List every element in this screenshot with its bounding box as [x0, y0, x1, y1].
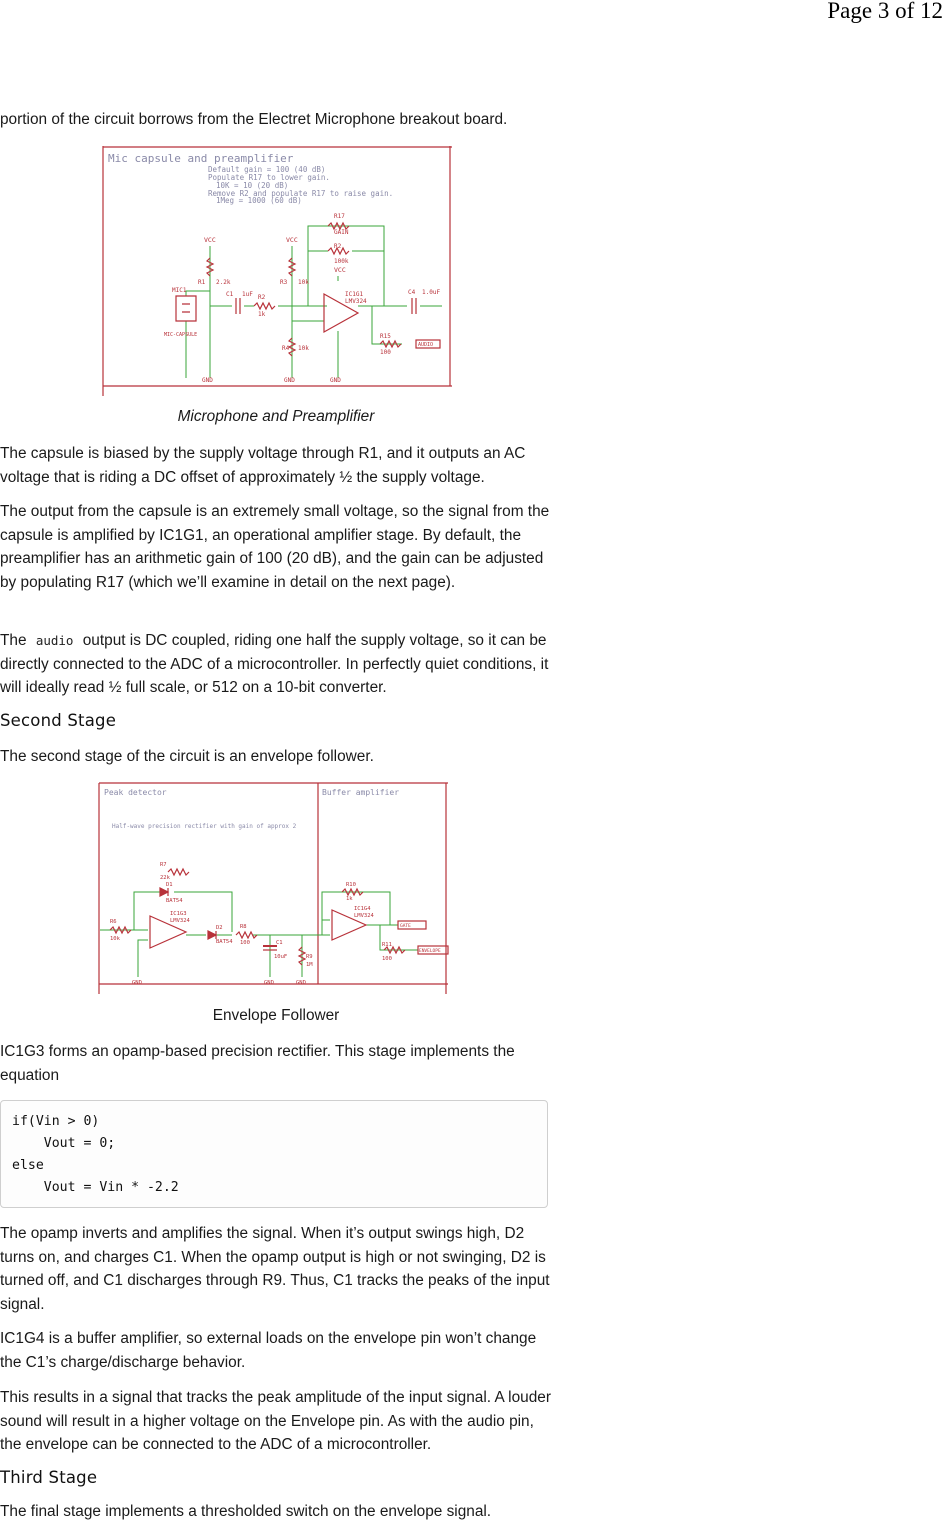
schematic-label: IC1G1: [345, 291, 364, 298]
schematic-label: 10uF: [274, 954, 288, 960]
gain-note-3: 10K = 10 (20 dB): [216, 181, 289, 190]
schematic-label: R2: [334, 243, 342, 250]
schematic-label: 100: [240, 940, 250, 946]
schematic-label: VCC: [204, 236, 216, 244]
schematic-label: 1uF: [242, 291, 253, 298]
schematic-label: BAT54: [216, 939, 233, 945]
schematic-label: R4: [282, 345, 290, 352]
schematic-label: R2: [258, 294, 266, 301]
schematic-label: GND: [202, 377, 213, 384]
schematic-label: VCC: [334, 266, 346, 274]
schematic-label: R10: [346, 882, 356, 888]
d1-diode: [160, 888, 168, 896]
schematic-label: R6: [110, 919, 117, 925]
paragraph-opamp-behavior: The opamp inverts and amplifies the signal. When it’s output swings high, D2 turns on, and charges C1. When the opamp output is high or not swinging, D2 is turned off, and C1 discharges through R9. Thus, C1 tracks the peaks of the input signal.: [0, 1225, 550, 1313]
schematic-label: 22k: [160, 875, 170, 881]
gain-note-5: 1Meg = 1000 (60 dB): [216, 196, 302, 205]
paragraph-buffer: IC1G4 is a buffer amplifier, so external loads on the envelope pin won’t change the C1’s charge/discharge behavior.: [0, 1330, 537, 1371]
code-block-content: if(Vin > 0) Vout = 0; else Vout = Vin * -2.2: [12, 1114, 179, 1195]
schematic-label: IC1G3: [170, 911, 187, 917]
schematic-title: Mic capsule and preamplifier: [108, 152, 294, 165]
preamp-schematic: [102, 146, 454, 398]
schematic-label: LMV324: [170, 918, 190, 924]
heading-second-stage: Second Stage: [0, 711, 117, 730]
mic-capsule: [176, 296, 196, 321]
schematic-label: MIC-CAPSULE: [164, 332, 198, 338]
figure1-caption: Microphone and Preamplifier: [177, 408, 375, 425]
schematic-label: Buffer amplifier: [322, 788, 400, 797]
c4-capacitor: [412, 298, 416, 314]
figure2-caption: Envelope Follower: [212, 1007, 340, 1024]
schematic-label: IC1G4: [354, 906, 371, 912]
schematic-label: D2: [216, 925, 223, 931]
schematic-label: 10k: [298, 345, 309, 352]
schematic-label: LMV324: [345, 298, 367, 305]
schematic-label: 1k: [346, 896, 353, 902]
schematic-label: GND: [132, 980, 142, 986]
paragraph-envelope-intro: The second stage of the circuit is an envelope follower.: [0, 748, 374, 765]
schematic-label: R8: [240, 924, 247, 930]
inline-code-audio: audio: [35, 633, 74, 648]
paragraph-audio-output: The audio output is DC coupled, riding one half the supply voltage, so it can be directly connected to the ADC of a microcontroller. In perfectly quiet conditions, it will ideally read ½ full scale, or 512 on a 10-bit converter.: [0, 632, 549, 696]
schematic-label: 1k: [258, 311, 266, 318]
schematic-label: R1: [198, 279, 206, 286]
heading-third-stage: Third Stage: [0, 1468, 98, 1487]
d2-diode: [208, 931, 216, 939]
gain-note-2: Populate R17 to lower gain.: [208, 173, 330, 182]
page-number: Page 3 of 12: [827, 0, 943, 23]
schematic-label: ENVELOPE: [419, 949, 441, 954]
schematic-label: 1.0uF: [422, 289, 441, 296]
schematic-label: 100: [382, 956, 392, 962]
schematic-label: R17: [334, 213, 345, 220]
paragraph-threshold: The final stage implements a thresholded switch on the envelope signal.: [0, 1503, 492, 1520]
gain-note-1: Default gain = 100 (40 dB): [208, 165, 326, 174]
code-block: [0, 1100, 548, 1208]
r2-resistor: [254, 303, 275, 309]
paragraph-preamp-gain: The output from the capsule is an extremely small voltage, so the signal from the capsule is amplified by IC1G1, an operational amplifier stage. By default, the preamplifier has an arithmetic gain of 100 (20 dB), and the gain can be adjusted by populating R17 (which we’ll examine in detail on the next page).: [0, 503, 550, 591]
schematic-label: GND: [284, 377, 295, 384]
schematic-label: R15: [380, 333, 391, 340]
schematic-label: 1M: [306, 962, 313, 968]
schematic-label: R11: [382, 942, 392, 948]
r7-resistor: [168, 869, 189, 875]
schematic-wire: [210, 246, 327, 378]
schematic-label: BAT54: [166, 898, 183, 904]
schematic-label: MIC1: [172, 287, 187, 294]
paragraph-rectifier: IC1G3 forms an opamp-based precision rectifier. This stage implements the equation: [0, 1043, 515, 1084]
schematic-label: D1: [166, 882, 173, 888]
schematic-label: 10k: [110, 936, 120, 942]
schematic-label: LMV324: [354, 913, 374, 919]
gain-note-4: Remove R2 and populate R17 to raise gain.: [208, 189, 394, 198]
paragraph-capsule-bias: The capsule is biased by the supply voltage through R1, and it outputs an AC voltage that is riding a DC offset of approximately ½ the supply voltage.: [0, 445, 526, 486]
schematic-label: GND: [330, 377, 341, 384]
schematic-label: GND: [296, 980, 306, 986]
schematic-label: 2.2k: [216, 279, 231, 286]
schematic-label: 100k: [334, 258, 349, 265]
schematic-label: 10k: [298, 279, 309, 286]
schematic-wire: [99, 783, 448, 994]
schematic-label: VCC: [286, 236, 298, 244]
paragraph-envelope-result: This results in a signal that tracks the peak amplitude of the input signal. A louder sound will result in a higher voltage on the Envelope pin. As with the audio pin, the envelope can be connected to the ADC of a microcontroller.: [0, 1389, 551, 1453]
schematic-label: GND: [264, 980, 274, 986]
schematic-label: GAIN: [334, 229, 349, 236]
envelope-schematic: [98, 782, 450, 996]
schematic-label: GATE: [400, 924, 411, 929]
schematic-label: R3: [280, 279, 288, 286]
intro-paragraph: portion of the circuit borrows from the Electret Microphone breakout board.: [0, 111, 508, 128]
schematic-label: Half-wave precision rectifier with gain of approx 2: [112, 823, 297, 830]
schematic-label: AUDIO: [418, 342, 434, 348]
schematic-label: R7: [160, 862, 167, 868]
c1-capacitor: [236, 298, 240, 314]
schematic-label: 100: [380, 349, 391, 356]
schematic-label: Peak detector: [104, 788, 167, 797]
schematic-label: C1: [226, 291, 234, 298]
schematic-label: R9: [306, 954, 313, 960]
schematic-label: C4: [408, 289, 416, 296]
schematic-wire: [138, 935, 330, 977]
schematic-label: C1: [276, 940, 283, 946]
